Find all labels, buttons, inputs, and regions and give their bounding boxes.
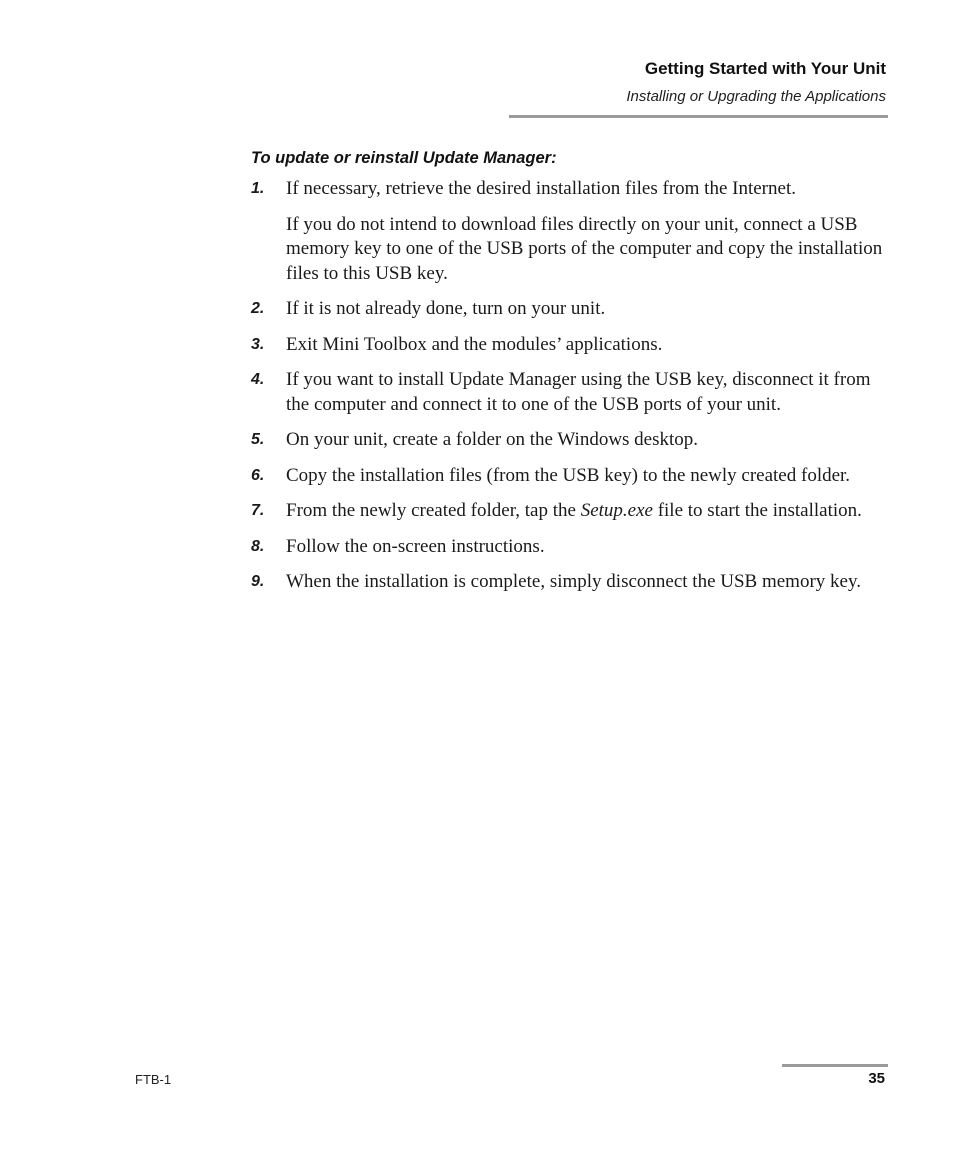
step-9 (251, 570, 891, 595)
header-rule (509, 115, 888, 118)
step-text-after: file to start the installation. (652, 500, 862, 521)
step-number: 6. (251, 466, 265, 484)
step-number: 4. (251, 371, 265, 388)
footer-rule (782, 1064, 888, 1067)
step-number: 9. (251, 573, 265, 590)
step-2 (251, 297, 891, 322)
step-note: If you do not intend to download files directly on your unit, connect a USB memory key to one of the USB ports of the computer and copy the installation files to this USB key. (286, 213, 883, 284)
step-text: Follow the on-screen instructions. (286, 535, 545, 557)
footer-product: FTB-1 (135, 1072, 172, 1087)
step-text: If you want to install Update Manager using the USB key, disconnect it from the computer and connect it to one of the USB ports of your unit. (286, 369, 871, 415)
step-text-before: From the newly created folder, tap the (286, 500, 581, 521)
step-8 (251, 535, 891, 560)
step-1 (251, 177, 891, 286)
step-number: 8. (251, 537, 265, 555)
page-header (626, 57, 886, 109)
procedure-heading: To update or reinstall Update Manager: (251, 149, 557, 167)
file-name: Setup.exe (580, 500, 653, 521)
step-number: 3. (251, 335, 265, 353)
step-text: If it is not already done, turn on your unit. (286, 298, 606, 319)
step-text: Exit Mini Toolbox and the modules’ applications. (286, 333, 663, 355)
step-number: 5. (251, 431, 265, 448)
step-text: When the installation is complete, simply disconnect the USB memory key. (286, 571, 861, 592)
section-title: Installing or Upgrading the Applications (626, 88, 886, 105)
page-number: 35 (868, 1070, 885, 1087)
step-5 (251, 428, 891, 453)
step-number: 7. (251, 502, 265, 519)
step-number: 2. (251, 300, 265, 317)
step-4 (251, 368, 891, 417)
main-content (251, 146, 891, 606)
step-number: 1. (251, 180, 265, 197)
step-3 (251, 333, 891, 358)
step-text: Copy the installation files (from the USB key) to the newly created folder. (286, 464, 851, 486)
step-text: On your unit, create a folder on the Windows desktop. (286, 429, 699, 450)
procedure-steps (251, 177, 891, 595)
step-7 (251, 499, 891, 524)
step-text: If necessary, retrieve the desired installation files from the Internet. (286, 178, 796, 199)
step-6 (251, 464, 891, 489)
step-text (286, 499, 891, 524)
chapter-title: Getting Started with Your Unit (644, 59, 886, 78)
